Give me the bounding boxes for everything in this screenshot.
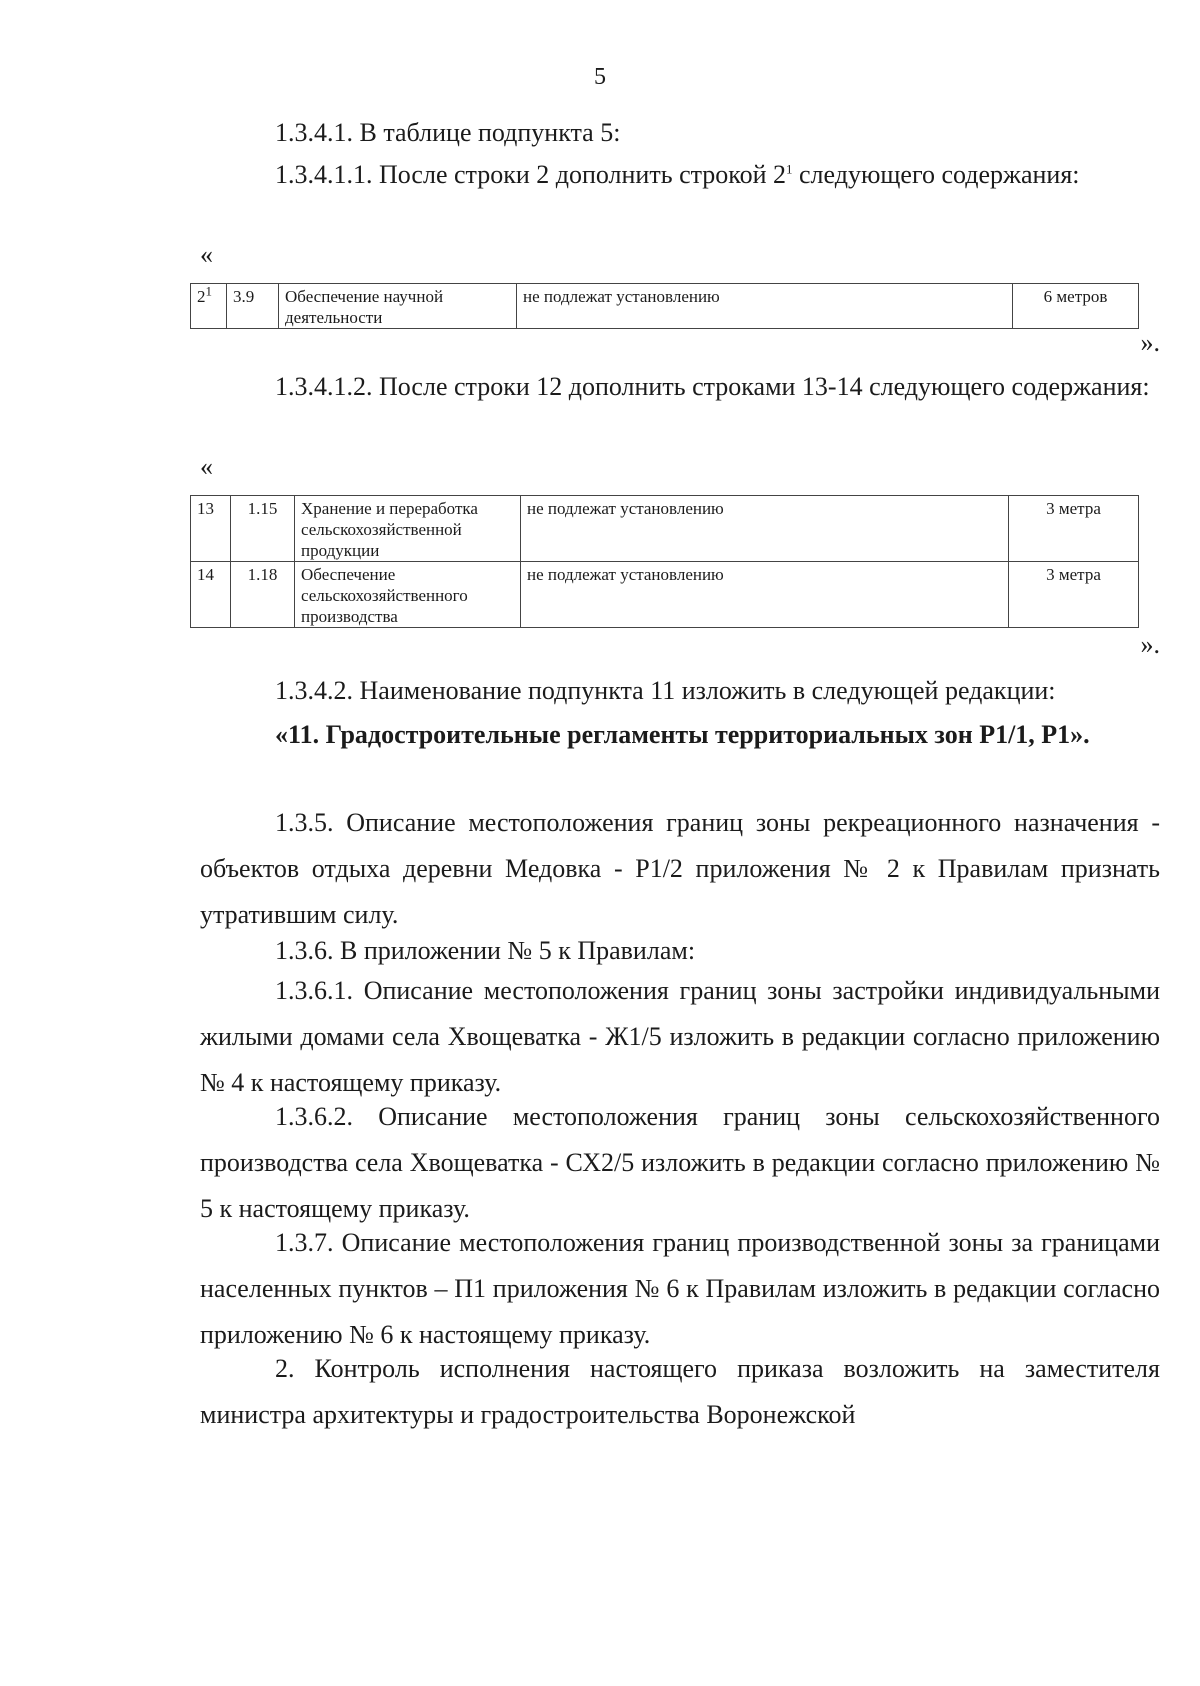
paragraph-1-3-6: 1.3.6. В приложении № 5 к Правилам: — [275, 936, 696, 965]
paragraph-1-3-4-1-1 — [200, 152, 1160, 198]
paragraph-1-3-4-1: 1.3.4.1. В таблице подпункта 5: — [275, 118, 621, 147]
row-name: Обеспечение научной деятельности — [279, 284, 517, 329]
row-code: 3.9 — [227, 284, 279, 329]
insert-table-1 — [190, 283, 1139, 329]
row-number: 14 — [191, 562, 231, 628]
paragraph-2: 2. Контроль исполнения настоящего приказа возложить на заместителя министра архитектуры и градостроительства Воронежской — [200, 1354, 1160, 1429]
closing-quote: ». — [1140, 328, 1160, 357]
table-row — [191, 562, 1139, 628]
row-code: 1.18 — [231, 562, 295, 628]
paragraph-1-3-4-1-2: 1.3.4.1.2. После строки 12 дополнить строками 13-14 следующего содержания: — [275, 372, 1150, 401]
opening-quote: « — [200, 452, 213, 481]
opening-quote: « — [200, 240, 213, 269]
row-name: Хранение и переработка сельскохозяйственной продукции — [295, 496, 521, 562]
row-code: 1.15 — [231, 496, 295, 562]
row-value: 3 метра — [1009, 496, 1139, 562]
row-value: 6 метров — [1013, 284, 1139, 329]
table-row — [191, 284, 1139, 329]
paragraph-1-3-4-2: 1.3.4.2. Наименование подпункта 11 изложить в следующей редакции: — [275, 676, 1056, 705]
paragraph-1-3-6-2: 1.3.6.2. Описание местоположения границ зоны сельскохозяйственного производства села Хвощеватка - СХ2/5 изложить в редакции согласно приложению № 5 к настоящему приказу. — [200, 1102, 1160, 1223]
paragraph-1-3-7: 1.3.7. Описание местоположения границ производственной зоны за границами населенных пунктов – П1 приложения № 6 к Правилам изложить в редакции согласно приложению № 6 к настоящему приказу. — [200, 1228, 1160, 1349]
paragraph-text-end: следующего содержания: — [792, 160, 1080, 189]
insert-table-2 — [190, 495, 1139, 628]
row-number: 13 — [191, 496, 231, 562]
row-name: Обеспечение сельскохозяйственного производства — [295, 562, 521, 628]
row-param: не подлежат установлению — [517, 284, 1013, 329]
paragraph-new-title-11: «11. Градостроительные регламенты территориальных зон Р1/1, Р1». — [275, 720, 1090, 749]
row-value: 3 метра — [1009, 562, 1139, 628]
paragraph-1-3-6-1: 1.3.6.1. Описание местоположения границ зоны застройки индивидуальными жилыми домами села Хвощеватка - Ж1/5 изложить в редакции согласно приложению № 4 к настоящему приказу. — [200, 976, 1160, 1097]
row-number: $2^1$ — [191, 284, 227, 329]
superscript: 1 — [786, 161, 793, 177]
closing-quote: ». — [1140, 630, 1160, 659]
paragraph-text: 1.3.4.1.1. После строки 2 дополнить строкой 2 — [275, 160, 787, 189]
paragraph-1-3-5: 1.3.5. Описание местоположения границ зоны рекреационного назначения - объектов отдыха деревни Медовка - Р1/2 приложения № 2 к Правилам признать утратившим силу. — [200, 808, 1160, 929]
table-row — [191, 496, 1139, 562]
row-param: не подлежат установлению — [521, 562, 1009, 628]
page-number: 5 — [594, 64, 606, 90]
row-param: не подлежат установлению — [521, 496, 1009, 562]
